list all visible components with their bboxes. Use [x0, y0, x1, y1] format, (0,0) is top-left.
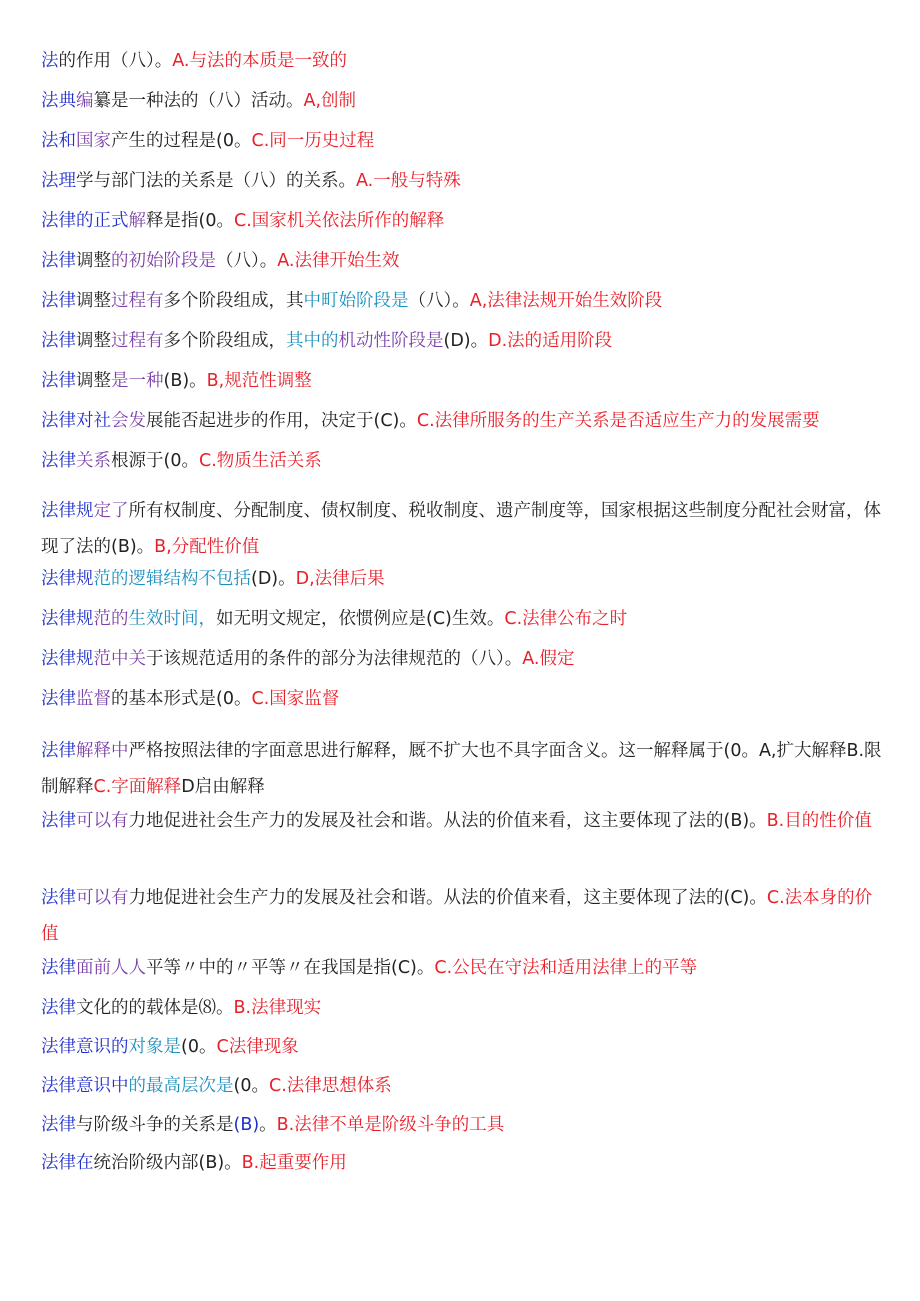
question-text: 法律	[41, 689, 76, 709]
question-text: 法	[41, 51, 59, 71]
question-text: 纂是一种法的（八）活动。	[93, 91, 304, 111]
question-text: 法律	[41, 251, 76, 271]
question-line	[41, 803, 886, 839]
question-line	[41, 567, 886, 591]
question-text: 范的逻辑结构不包括	[93, 569, 251, 589]
question-text: （八）。	[408, 291, 470, 311]
question-text: 面前人人	[76, 958, 146, 978]
question-text: 对象是	[128, 1037, 181, 1057]
answer-text: B.法律现实	[233, 998, 322, 1018]
question-text: 会发	[111, 411, 146, 431]
question-line	[41, 880, 886, 952]
question-text: 于该规范适用的条件的部分为法律规范的（八）。	[146, 649, 523, 669]
question-text: 法理	[41, 171, 76, 191]
question-text: 法律对社	[41, 411, 111, 431]
question-text: 与阶级斗争的关系是	[76, 1115, 234, 1135]
question-text: 法和	[41, 131, 76, 151]
question-text: 的基本形式是(0。	[111, 689, 252, 709]
question-line	[41, 249, 886, 273]
answer-text: C.法律思想体系	[268, 1076, 392, 1096]
question-text: 法律	[41, 888, 76, 908]
answer-text: C.法本身的价值	[41, 888, 873, 944]
question-text: 机动性阶段是	[338, 331, 444, 351]
answer-text: B.目的性价值	[766, 811, 872, 831]
question-line	[41, 289, 886, 313]
answer-text: A,创制	[303, 91, 357, 111]
answer-text: C.物质生活关系	[198, 451, 322, 471]
question-text: 多个阶段组成，	[163, 331, 286, 351]
question-line	[41, 1113, 886, 1137]
answer-text: D,法律后果	[295, 569, 385, 589]
question-text: 调整	[76, 371, 111, 391]
question-text: 文化的的载体是⑻。	[76, 998, 234, 1018]
question-text: (0。	[181, 1037, 217, 1057]
answer-text: C.法律公布之时	[504, 609, 628, 629]
answer-text: C法律现象	[216, 1037, 299, 1057]
question-text: 产生的过程是(0。	[111, 131, 252, 151]
question-text: 法律	[41, 371, 76, 391]
question-text: 法律	[41, 451, 76, 471]
question-line	[41, 647, 886, 671]
question-text: 法律规	[41, 609, 94, 629]
question-text: 调整	[76, 251, 111, 271]
question-text: 如无明文规定，依惯例应是(C)生效。	[216, 609, 505, 629]
question-text: 关系	[76, 451, 111, 471]
question-text: 多个阶段组成，其	[163, 291, 304, 311]
question-text: (B)	[233, 1115, 260, 1135]
question-text: 监督	[76, 689, 111, 709]
question-line	[41, 687, 886, 711]
question-text: 法律在	[41, 1153, 94, 1173]
answer-text: A.法律开始生效	[277, 251, 400, 271]
question-text: 调整	[76, 291, 111, 311]
question-text: 法典	[41, 91, 76, 111]
question-line	[41, 329, 886, 353]
question-text: 过程有	[111, 291, 164, 311]
question-text: 是一种	[111, 371, 164, 391]
question-text: 解	[128, 211, 146, 231]
question-text: (D)。	[251, 569, 296, 589]
question-text: 法律规	[41, 501, 94, 521]
question-text: 过程有	[111, 331, 164, 351]
question-line	[41, 607, 886, 631]
answer-text: C.国家监督	[251, 689, 340, 709]
question-text: 的作用（八）。	[58, 51, 173, 71]
question-line	[41, 169, 886, 193]
question-text: (D)。	[443, 331, 489, 351]
question-text: 范中关	[93, 649, 146, 669]
question-text: 所有权制度、分配制度、债权制度、税收制度、遗产制度等，国家根据这些制度分配社会财富，体现了法的(B)。	[41, 501, 881, 557]
answer-text: C.国家机关依法所作的解释	[233, 211, 445, 231]
question-text: 法律	[41, 291, 76, 311]
question-text: 可以有	[76, 888, 129, 908]
question-line	[41, 733, 886, 805]
question-text: 法律	[41, 958, 76, 978]
question-text: 法律	[41, 741, 76, 761]
question-line	[41, 1035, 886, 1059]
question-text: 法律	[41, 998, 76, 1018]
question-text: 法律	[41, 1115, 76, 1135]
question-text: 法律意识的	[41, 1037, 129, 1057]
question-text: 编	[76, 91, 94, 111]
question-line	[41, 369, 886, 393]
answer-text: B,规范性调整	[206, 371, 312, 391]
question-text: 法律意识中	[41, 1076, 129, 1096]
question-text: （八）。	[216, 251, 278, 271]
question-text: 范的	[93, 609, 129, 629]
question-text: 严格按照法律的字面意思进行解释，厩不扩大也不具字面含义。这一解释属于(0。A,扩大解释B.限制解释	[41, 741, 882, 797]
question-text: 可以有	[76, 811, 129, 831]
question-text: 定了	[93, 501, 129, 521]
question-text: 调整	[76, 331, 111, 351]
answer-text: C.公民在守法和适用法律上的平等	[434, 958, 698, 978]
question-line	[41, 49, 886, 73]
question-text: 统治阶级内部(B)。	[93, 1153, 242, 1173]
question-text: 中町始阶段是	[303, 291, 409, 311]
question-text: 。	[259, 1115, 277, 1135]
question-text: 法律规	[41, 649, 94, 669]
question-text: 法律	[41, 331, 76, 351]
question-line	[41, 956, 886, 980]
question-text: 生效时间，	[128, 609, 216, 629]
answer-text: C.法律所服务的生产关系是否适应生产力的发展需要	[416, 411, 820, 431]
answer-text: C.同一历史过程	[251, 131, 375, 151]
question-text: 其中的	[286, 331, 339, 351]
question-text: 解释中	[76, 741, 129, 761]
question-text: 平等〃中的〃平等〃在我国是指(C)。	[146, 958, 435, 978]
question-line	[41, 493, 886, 565]
question-text: (B)。	[163, 371, 207, 391]
question-text: 根源于(0。	[111, 451, 199, 471]
answer-text: C.字面解释	[93, 777, 182, 797]
question-line	[41, 449, 886, 473]
answer-text: D.法的适用阶段	[488, 331, 613, 351]
question-line	[41, 129, 886, 153]
answer-text: A.假定	[522, 649, 575, 669]
question-line	[41, 1074, 886, 1098]
question-text: (0。	[233, 1076, 269, 1096]
question-text: 国家	[76, 131, 111, 151]
answer-text: A.一般与特殊	[356, 171, 461, 191]
question-text: 法律规	[41, 569, 94, 589]
question-text: 学与部门法的关系是（八）的关系。	[76, 171, 356, 191]
question-line	[41, 209, 886, 233]
question-text: 释是指(0。	[146, 211, 234, 231]
answer-text: B.法律不单是阶级斗争的工具	[276, 1115, 505, 1135]
question-line	[41, 996, 886, 1020]
answer-text: B.起重要作用	[241, 1153, 347, 1173]
question-text: 力地促进社会生产力的发展及社会和谐。从法的价值来看，这主要体现了法的(C)。	[128, 888, 767, 908]
question-text: D启由解释	[181, 777, 265, 797]
question-line	[41, 1151, 886, 1175]
question-text: 力地促进社会生产力的发展及社会和谐。从法的价值来看，这主要体现了法的(B)。	[128, 811, 767, 831]
answer-text: A.与法的本质是一致的	[172, 51, 347, 71]
question-text: 的初始阶段是	[111, 251, 216, 271]
question-text: 法律	[41, 811, 76, 831]
answer-text: A,法律法规开始生效阶段	[469, 291, 663, 311]
question-text: 的最高层次是	[128, 1076, 234, 1096]
question-text: 法律的正式	[41, 211, 129, 231]
question-text: 展能否起进步的作用，决定于(C)。	[146, 411, 417, 431]
answer-text: B,分配性价值	[154, 537, 260, 557]
question-line	[41, 89, 886, 113]
question-line	[41, 409, 886, 433]
